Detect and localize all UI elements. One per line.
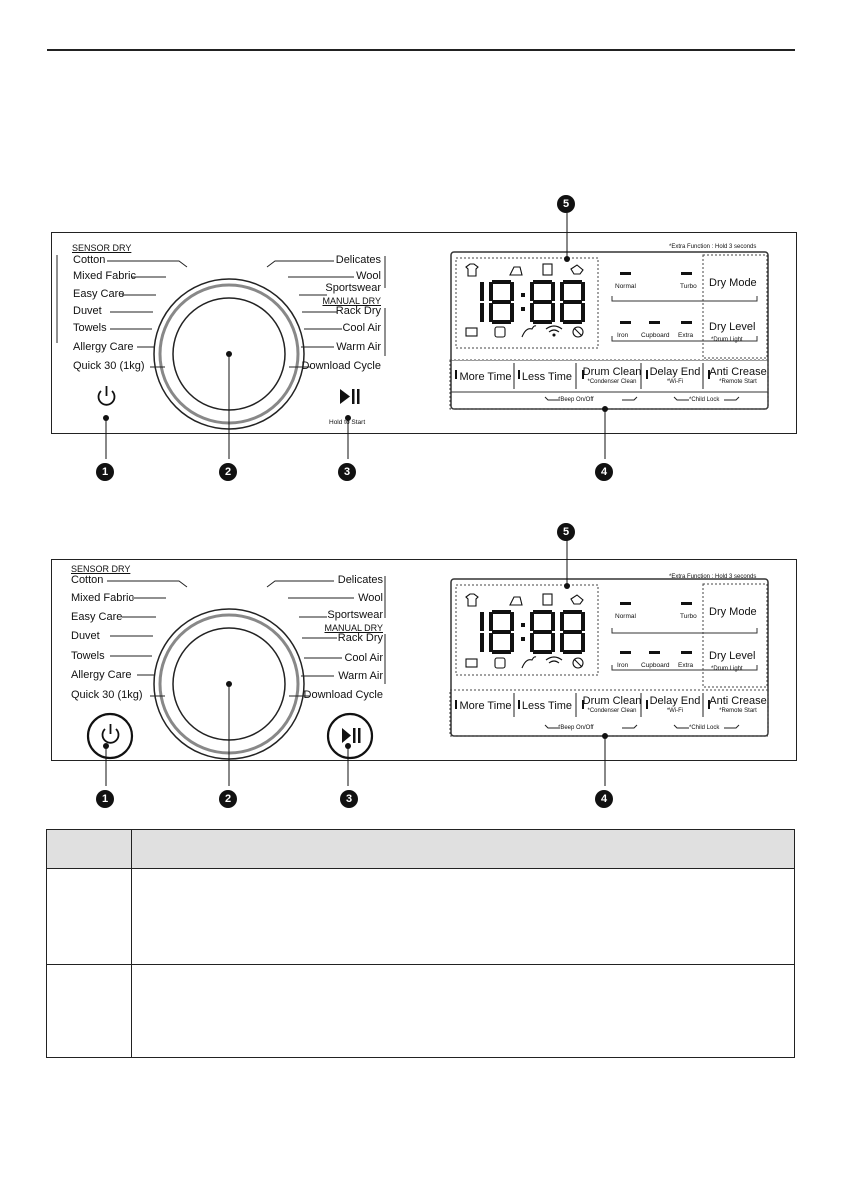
sensor-dry-header: SENSOR DRY [72,243,132,253]
led-normal: Normal [615,613,636,620]
program-sportswear[interactable]: Sportswear [325,282,381,294]
table-cell [47,869,132,965]
led-extra: Extra [678,662,694,669]
less-time-button[interactable]: Less Time [521,371,573,383]
led-turbo: Turbo [680,613,697,620]
anti-crease-button[interactable]: Anti Crease *Remote Start [709,366,767,385]
hose-icon [522,326,536,337]
power-icon[interactable] [99,386,115,405]
led-extra: Extra [678,332,694,339]
play-pause-icon[interactable] [340,389,360,404]
callout-5-bottom: 5 [557,523,575,541]
led-turbo: Turbo [680,283,697,290]
program-duvet[interactable]: Duvet [73,305,102,317]
t-shirt-icon [466,264,478,276]
program-delicates[interactable]: Delicates [337,574,383,586]
program-duvet[interactable]: Duvet [71,630,100,642]
dry-level-button[interactable]: Dry Level [709,321,756,333]
segment-display [480,280,585,324]
program-delicates[interactable]: Delicates [335,254,381,266]
iron-icon [510,267,522,275]
callout-3-bottom: 3 [340,790,358,808]
anti-crease-button[interactable]: Anti Crease *Remote Start [709,695,767,714]
callout-1-bottom: 1 [96,790,114,808]
program-warm-air[interactable]: Warm Air [338,670,383,682]
program-cool-air[interactable]: Cool Air [344,652,383,664]
program-download-cycle[interactable]: Download Cycle [301,360,381,372]
program-allergy-care[interactable]: Allergy Care [71,669,132,681]
power-icon [103,724,119,743]
sensor-dry-header: SENSOR DRY [71,564,131,574]
program-allergy-care[interactable]: Allergy Care [73,341,134,353]
manual-dry-header: MANUAL DRY [322,296,381,306]
program-wool[interactable]: Wool [356,270,381,282]
no-sign-icon [573,327,583,337]
callout-2-bottom: 2 [219,790,237,808]
child-lock-note: *Child Lock [689,397,720,403]
beep-note: *Beep On/Off [558,397,594,403]
drum-clean-button[interactable]: Drum Clean *Condenser Clean [582,366,642,385]
extra-function-note: *Extra Function : Hold 3 seconds [669,244,757,250]
more-time-button[interactable]: More Time [459,700,512,712]
program-cotton[interactable]: Cotton [71,574,104,586]
child-lock-note: *Child Lock [689,725,720,731]
table-row [47,965,795,1058]
callout-2: 2 [219,463,237,481]
callout-4-bottom: 4 [595,790,613,808]
power-button-bottom[interactable] [88,714,132,758]
tank-icon [466,328,477,336]
program-rack-dry[interactable]: Rack Dry [337,632,383,644]
dry-level-button[interactable]: Dry Level [709,650,756,662]
led-normal: Normal [615,283,636,290]
delay-end-button[interactable]: Delay End *Wi-Fi [649,695,701,714]
program-sportswear[interactable]: Sportswear [327,609,383,621]
manual-dry-header: MANUAL DRY [324,623,383,633]
delay-end-button[interactable]: Delay End *Wi-Fi [649,366,701,385]
program-quick-30[interactable]: Quick 30 (1kg) [73,360,145,372]
control-panel-bottom [51,559,797,761]
program-towels[interactable]: Towels [73,322,107,334]
program-cool-air[interactable]: Cool Air [342,322,381,334]
callout-4: 4 [595,463,613,481]
more-time-button[interactable]: More Time [459,371,512,383]
program-quick-30[interactable]: Quick 30 (1kg) [71,689,143,701]
callout-1: 1 [96,463,114,481]
cupboard-icon [543,264,552,275]
wifi-icon [546,326,562,336]
program-rack-dry[interactable]: Rack Dry [335,305,381,317]
beep-note: *Beep On/Off [558,725,594,731]
led-cupboard: Cupboard [641,662,670,669]
drum-light-note: *Drum Light [711,337,743,343]
program-towels[interactable]: Towels [71,650,105,662]
dry-mode-button[interactable]: Dry Mode [709,606,757,618]
program-warm-air[interactable]: Warm Air [336,341,381,353]
program-cotton[interactable]: Cotton [73,254,106,266]
filter-icon [495,327,505,337]
callout-5: 5 [557,195,575,213]
table-cell [47,965,132,1058]
program-wool[interactable]: Wool [358,592,383,604]
table-row [47,869,795,965]
program-mixed-fabric[interactable]: Mixed Fabric [73,270,136,282]
less-time-button[interactable]: Less Time [521,700,573,712]
drum-light-note: *Drum Light [711,666,743,672]
extra-function-note: *Extra Function : Hold 3 seconds [669,574,757,580]
drum-clean-button[interactable]: Drum Clean *Condenser Clean [582,695,642,714]
program-easy-care[interactable]: Easy Care [71,611,123,623]
table-cell [132,869,795,965]
control-panel-top [51,232,797,434]
program-easy-care[interactable]: Easy Care [73,288,125,300]
hold-to-start: Hold to Start [329,419,366,426]
play-pause-icon [342,728,361,743]
hand-dry-icon [571,265,583,274]
table-header-cell [47,830,132,869]
led-iron: Iron [617,662,629,669]
program-mixed-fabric[interactable]: Mixed Fabric [71,592,134,604]
description-table [46,829,795,1058]
header-rule [47,49,795,51]
led-cupboard: Cupboard [641,332,670,339]
table-header-row [47,830,795,869]
table-cell [132,965,795,1058]
dry-mode-button[interactable]: Dry Mode [709,277,757,289]
led-iron: Iron [617,332,629,339]
callout-3: 3 [338,463,356,481]
table-header-cell [132,830,795,869]
program-download-cycle[interactable]: Download Cycle [303,689,383,701]
